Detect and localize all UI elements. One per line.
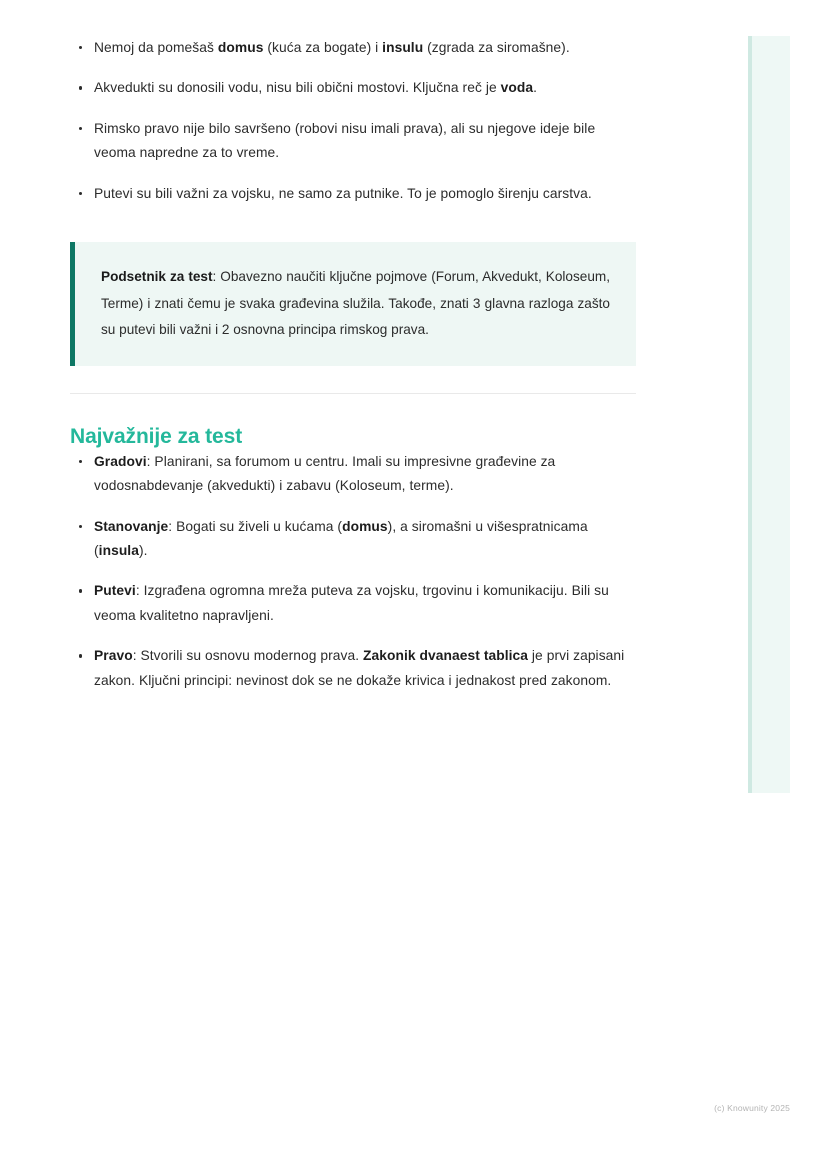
list-item: Putevi: Izgrađena ogromna mreža puteva za vojsku, trgovinu i komunikaciju. Bili su veoma kvalitetno napravljeni. [70, 579, 636, 628]
side-accent-panel [748, 36, 790, 793]
list-item: Rimsko pravo nije bilo savršeno (robovi nisu imali prava), ali su njegove ideje bile veoma napredne za to vreme. [70, 117, 636, 166]
summary-bullet-list [70, 450, 636, 693]
side-accent-line [748, 36, 752, 793]
list-item: Nemoj da pomešaš domus (kuća za bogate) i insulu (zgrada za siromašne). [70, 36, 636, 60]
list-item: Putevi su bili važni za vojsku, ne samo za putnike. To je pomoglo širenju carstva. [70, 182, 636, 206]
list-item: Pravo: Stvorili su osnovu modernog prava. Zakonik dvanaest tablica je prvi zapisani zakon. Ključni principi: nevinost dok se ne dokaže krivica i jednakost pred zakonom. [70, 644, 636, 693]
footer-copyright: (c) Knowunity 2025 [714, 1103, 790, 1113]
list-item: Gradovi: Planirani, sa forumom u centru. Imali su impresivne građevine za vodosnabdevanje (akvedukti) i zabavu (Koloseum, terme). [70, 450, 636, 499]
exam-reminder-callout [70, 242, 636, 366]
list-item: Akvedukti su donosili vodu, nisu bili obični mostovi. Ključna reč je voda. [70, 76, 636, 100]
callout-text: Podsetnik za test: Obavezno naučiti ključne pojmove (Forum, Akvedukt, Koloseum, Terme) i znati čemu je svaka građevina služila. Takođe, znati 3 glavna razloga zašto su putevi bili važni i 2 osnovna principa rimskog prava. [101, 269, 610, 338]
document-content [70, 36, 636, 693]
intro-bullet-list [70, 36, 636, 206]
list-item: Stanovanje: Bogati su živeli u kućama (domus), a siromašni u višespratnicama (insula). [70, 515, 636, 564]
section-divider [70, 393, 636, 394]
section-heading: Najvažnije za test [70, 424, 243, 448]
